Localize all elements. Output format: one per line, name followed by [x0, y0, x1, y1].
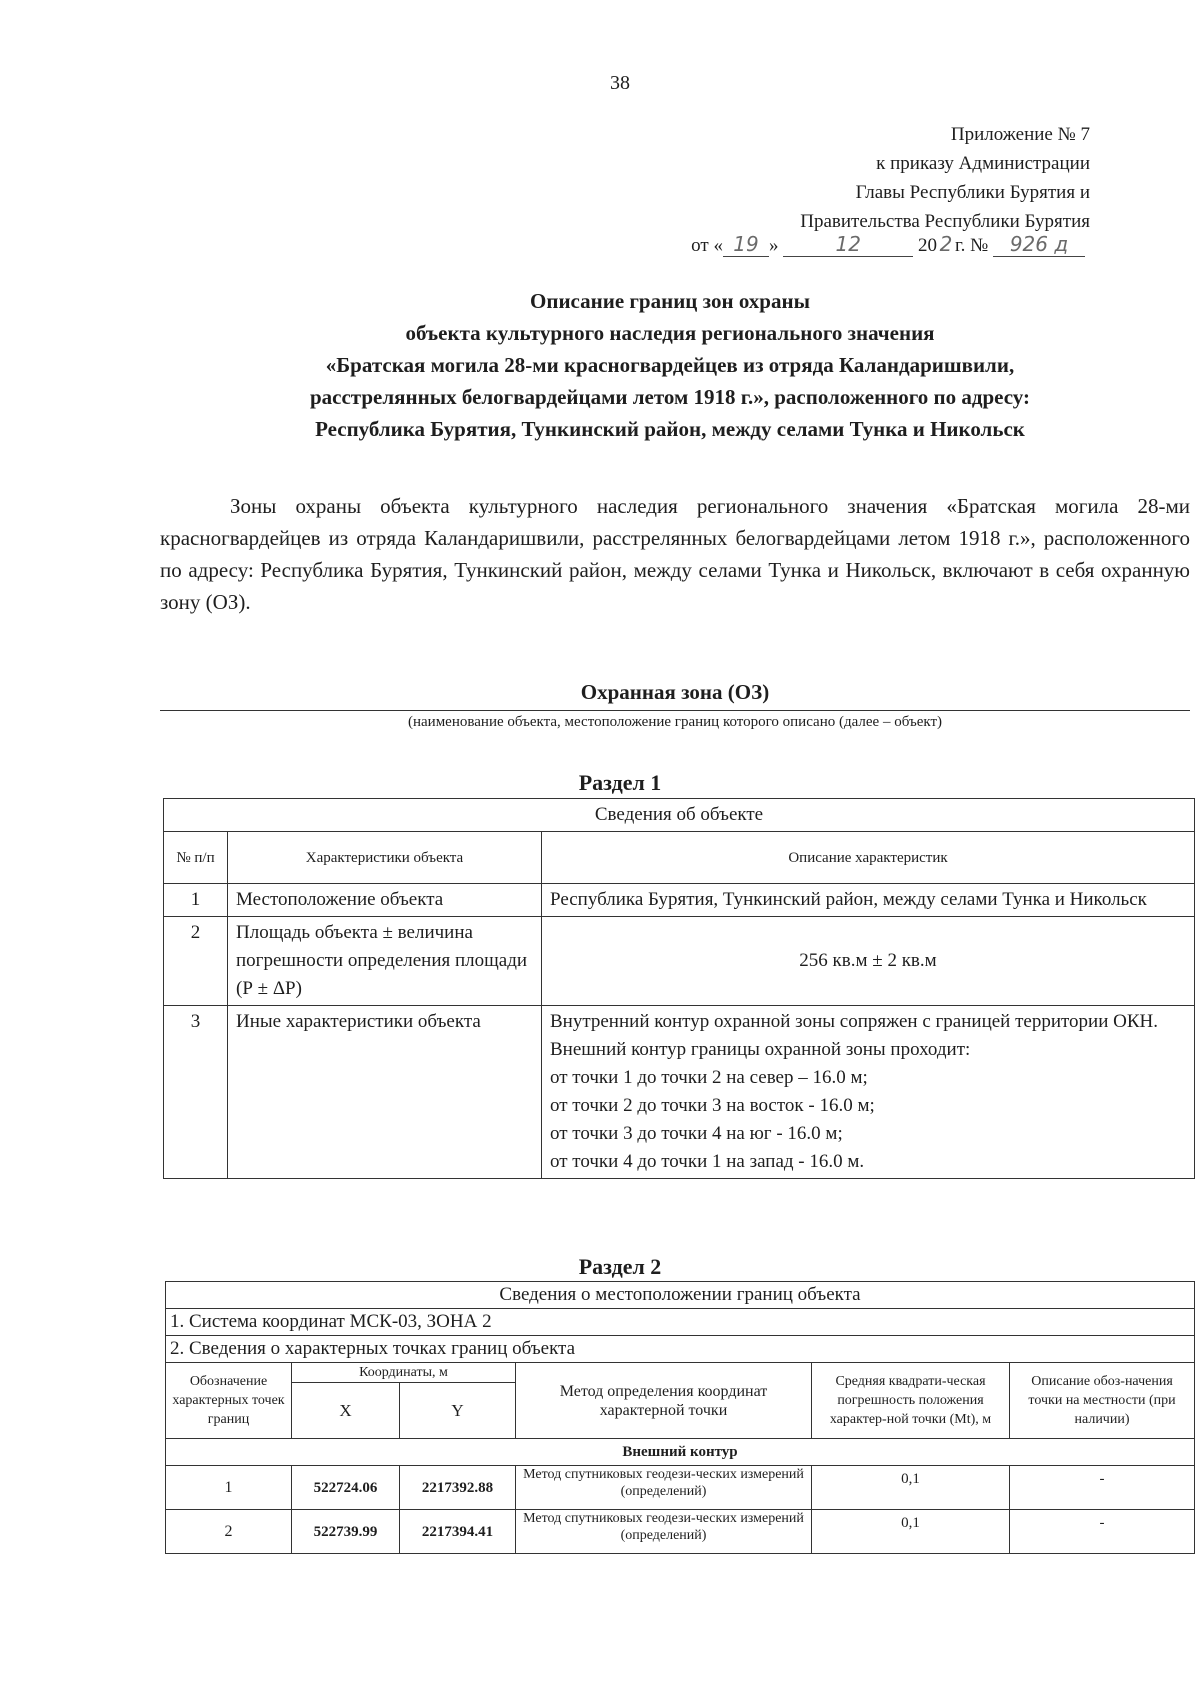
- coordinate-x: 522724.06: [292, 1466, 400, 1510]
- coordinate-y: 2217394.41: [400, 1510, 516, 1554]
- zone-title: Охранная зона (ОЗ): [580, 680, 770, 704]
- number-prefix: г. №: [954, 235, 989, 256]
- handwritten-order-number: 926 д: [993, 232, 1085, 257]
- table-row: [164, 917, 1195, 1006]
- point-description: -: [1010, 1466, 1195, 1510]
- intro-text: Зоны охраны объекта культурного наследия регионального значения «Братская могила 28-ми красногвардейцев из отряда Каландаришвили, расстрелянных белогвардейцами летом 1918 г.», расположенного по адресу: Республика Бурятия, Тункинский район, между селами Тунка и Никольск, включают в себя охранную зону (ОЗ).: [160, 494, 1190, 614]
- point-description: -: [1010, 1510, 1195, 1554]
- document-title: [150, 285, 1190, 445]
- table-row: [166, 1510, 1195, 1554]
- table-caption: Сведения о местоположении границ объекта: [166, 1282, 1195, 1309]
- contour-line: от точки 1 до точки 2 на север – 16.0 м;: [550, 1067, 868, 1088]
- section1-title: Раздел 1: [578, 770, 662, 795]
- col-header-description: Описание характеристик: [542, 832, 1195, 884]
- contour-line: Внешний контур границы охранной зоны проходит:: [550, 1039, 971, 1060]
- point-id: 2: [166, 1510, 292, 1554]
- zone-underline: [160, 710, 1190, 711]
- handwritten-year: 2: [939, 232, 953, 256]
- page-number: 38: [610, 72, 630, 94]
- col-header-point-description: Описание обоз-начения точки на местности (при наличии): [1010, 1363, 1195, 1439]
- coordinate-x: 522739.99: [292, 1510, 400, 1554]
- table-caption: Сведения об объекте: [164, 799, 1195, 832]
- row-description: 256 кв.м ± 2 кв.м: [542, 917, 1195, 1006]
- order-date-line: [691, 232, 1085, 257]
- year-prefix: 20: [917, 235, 937, 256]
- date-prefix: от «: [691, 235, 723, 256]
- title-line: объекта культурного наследия регионального значения: [405, 321, 935, 345]
- handwritten-month: 12: [783, 232, 913, 257]
- row-description: [542, 1006, 1195, 1179]
- contour-line: от точки 2 до точки 3 на восток - 16.0 м;: [550, 1095, 875, 1116]
- col-header-method: Метод определения координат характерной точки: [516, 1363, 812, 1439]
- method: Метод спутниковых геодези-ческих измерений (определений): [516, 1466, 812, 1510]
- title-line: Описание границ зон охраны: [530, 289, 810, 313]
- boundary-points-table: [165, 1281, 1195, 1554]
- row-number: 2: [164, 917, 228, 1006]
- mean-error: 0,1: [812, 1510, 1010, 1554]
- intro-paragraph: [160, 490, 1190, 618]
- mean-error: 0,1: [812, 1466, 1010, 1510]
- coordinate-y: 2217392.88: [400, 1466, 516, 1510]
- section2-title: Раздел 2: [578, 1254, 662, 1279]
- col-header-characteristic: Характеристики объекта: [228, 832, 542, 884]
- col-header-error: Средняя квадрати-ческая погрешность положения характер-ной точки (Mt), м: [812, 1363, 1010, 1439]
- table-row: [166, 1466, 1195, 1510]
- table-row: [164, 884, 1195, 917]
- contour-label: Внешний контур: [166, 1439, 1195, 1466]
- date-mid: »: [768, 235, 779, 256]
- row-characteristic: Площадь объекта ± величина погрешности определения площади (Р ± ΔР): [228, 917, 542, 1006]
- col-header-y: Y: [400, 1383, 516, 1439]
- method: Метод спутниковых геодези-ческих измерений (определений): [516, 1510, 812, 1554]
- row-characteristic: Иные характеристики объекта: [228, 1006, 542, 1179]
- points-info: 2. Сведения о характерных точках границ объекта: [166, 1336, 1195, 1363]
- table-row: [164, 1006, 1195, 1179]
- title-line: Республика Бурятия, Тункинский район, между селами Тунка и Никольск: [315, 417, 1025, 441]
- contour-note: Внутренний контур охранной зоны сопряжен с границей территории ОКН.: [550, 1011, 1158, 1032]
- row-number: 1: [164, 884, 228, 917]
- row-characteristic: Местоположение объекта: [228, 884, 542, 917]
- zone-subtitle: (наименование объекта, местоположение границ которого описано (далее – объект): [407, 714, 943, 730]
- col-header-coordinates: Координаты, м: [292, 1363, 516, 1383]
- annex-line: Главы Республики Бурятия и: [855, 182, 1090, 203]
- col-header-number: № п/п: [164, 832, 228, 884]
- coordinate-system: 1. Система координат МСК-03, ЗОНА 2: [166, 1309, 1195, 1336]
- row-number: 3: [164, 1006, 228, 1179]
- row-description: Республика Бурятия, Тункинский район, между селами Тунка и Никольск: [542, 884, 1195, 917]
- title-line: «Братская могила 28-ми красногвардейцев из отряда Каландаришвили,: [325, 353, 1015, 377]
- annex-line: к приказу Администрации: [876, 153, 1090, 174]
- contour-line: от точки 4 до точки 1 на запад - 16.0 м.: [550, 1151, 865, 1172]
- annex-line: Приложение № 7: [950, 124, 1090, 145]
- annex-block: [800, 120, 1090, 236]
- col-header-x: X: [292, 1383, 400, 1439]
- handwritten-day: 19: [723, 232, 769, 257]
- title-line: расстрелянных белогвардейцами летом 1918 г.», расположенного по адресу:: [309, 385, 1031, 409]
- contour-line: от точки 3 до точки 4 на юг - 16.0 м;: [550, 1123, 843, 1144]
- point-id: 1: [166, 1466, 292, 1510]
- object-info-table: [163, 798, 1195, 1179]
- annex-line: Правительства Республики Бурятия: [800, 211, 1090, 232]
- col-header-point: Обозначение характерных точек границ: [166, 1363, 292, 1439]
